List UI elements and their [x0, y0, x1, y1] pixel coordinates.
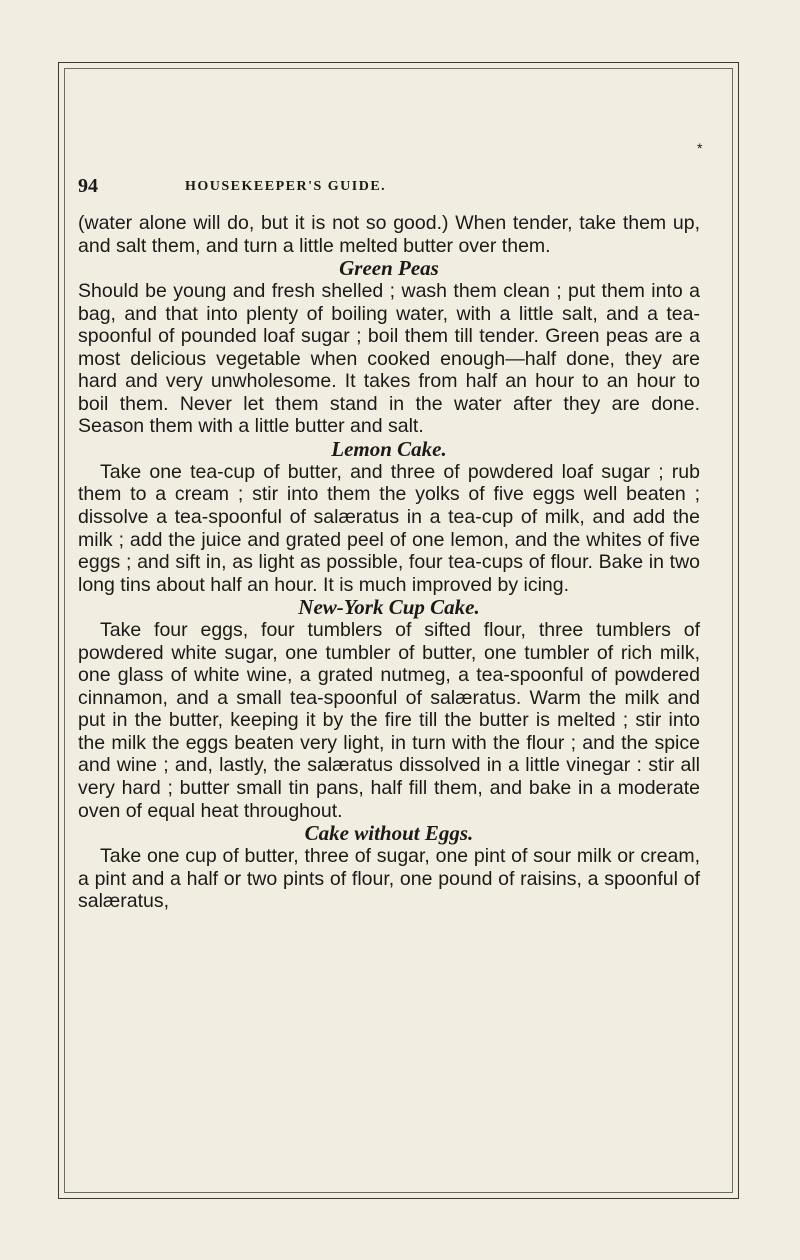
header-title: HOUSEKEEPER'S GUIDE.	[185, 179, 387, 194]
recipe-text-green-peas: Should be young and fresh shelled ; wash them clean ; put them into a bag, and that into plenty of boiling water, with a little salt, and a tea-spoonful of pounded loaf sugar ; boil them till tender. Green peas are a most delicious vegetable when cooked enough—half done, they are hard and very unwholesome. It takes from half an hour to an hour to boil them. Never let them stand in the water after they are done. Season them with a little butter and salt.	[78, 280, 700, 438]
recipe-text-cake-without-eggs: Take one cup of butter, three of sugar, one pint of sour milk or cream, a pint and a half or two pints of flour, one pound of raisins, a spoonful of salæratus,	[78, 845, 700, 913]
running-head	[78, 175, 698, 199]
recipe-text-lemon-cake: Take one tea-cup of butter, and three of powdered loaf sugar ; rub them to a cream ; stir into them the yolks of five eggs well beaten ; dissolve a tea-spoonful of salæratus in a tea-cup of milk, and add the milk ; add the juice and grated peel of one lemon, and the whites of five eggs ; and sift in, as light as possible, four tea-cups of flour. Bake in two long tins about half an hour. It is much improved by icing.	[78, 460, 700, 596]
recipe-heading-cake-without-eggs: Cake without Eggs.	[304, 821, 474, 846]
recipe-text-new-york-cup-cake: Take four eggs, four tumblers of sifted flour, three tumblers of powdered white sugar, one tumbler of butter, one tumbler of rich milk, one glass of white wine, a grated nutmeg, a tea-spoonful of powdered cinnamon, and a small tea-spoonful of salæratus. Warm the milk and put in the butter, keeping it by the fire till the butter is melted ; stir into the milk the eggs beaten very light, in turn with the flour ; and the spice and wine ; and, lastly, the salæratus dissolved in a little vinegar : stir all very hard ; butter small tin pans, half fill them, and bake in a moderate oven of equal heat throughout.	[78, 619, 700, 822]
recipe-heading-new-york-cup-cake: New-York Cup Cake.	[298, 595, 480, 620]
page-body	[78, 212, 700, 913]
recipe-heading-lemon-cake: Lemon Cake.	[331, 436, 447, 461]
recipe-heading-green-peas: Green Peas	[339, 256, 439, 281]
printer-mark: *	[697, 140, 703, 156]
page-number: 94	[78, 175, 98, 197]
continued-paragraph: (water alone will do, but it is not so good.) When tender, take them up, and salt them, and turn a little melted butter over them.	[78, 212, 700, 257]
